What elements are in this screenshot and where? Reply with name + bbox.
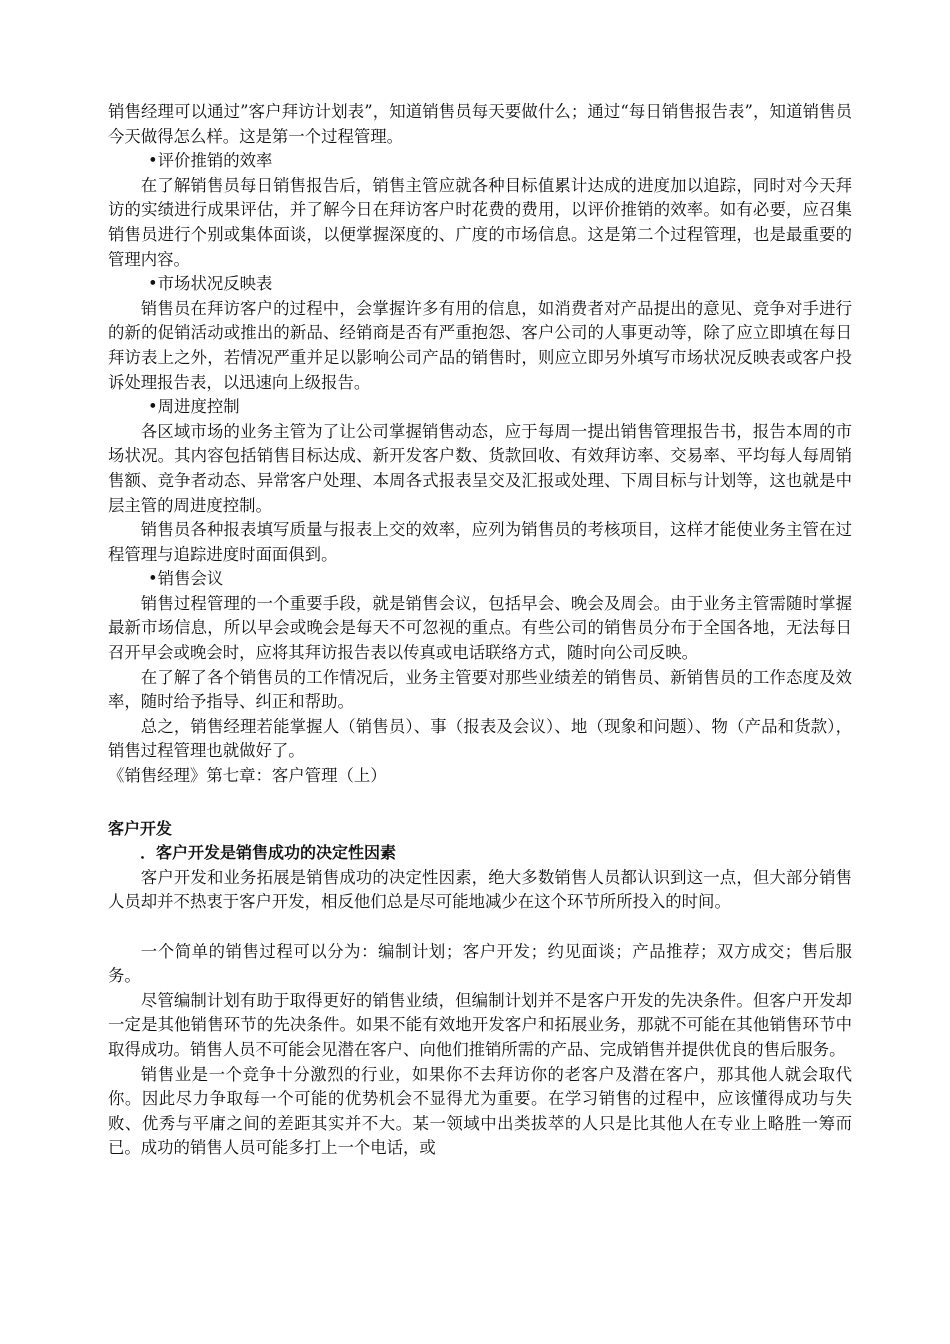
paragraph-report-quality: 销售员各种报表填写质量与报表上交的效率，应列为销售员的考核项目，这样才能使业务主管在过程管理与追踪进度时面面俱到。 bbox=[108, 520, 852, 564]
paragraph-planning: 尽管编制计划有助于取得更好的销售业绩，但编制计划并不是客户开发的先决条件。但客户开发却一定是其他销售环节的先决条件。如果不能有效地开发客户和拓展业务，那就不可能在其他销售环节中取得成功。销售人员不可能会见潜在客户、向他们推销所需的产品、完成销售并提供优良的售后服务。 bbox=[108, 990, 852, 1059]
blank-line bbox=[108, 915, 852, 940]
paragraph-evaluate-efficiency: 在了解销售员每日销售报告后，销售主管应就各种目标值累计达成的进度加以追踪，同时对今天拜访的实绩进行成果评估，并了解今日在拜访客户时花费的费用，以评价推销的效率。如有必要，应召集销售员进行个别或集体面谈，以便掌握深度的、广度的市场信息。这是第二个过程管理，也是最重要的管理内容。 bbox=[108, 175, 852, 269]
paragraph-process-management-one: 销售经理可以通过”客户拜访计划表”，知道销售员每天要做什么；通过“每日销售报告表”，知道销售员今天做得怎么样。这是第一个过程管理。 bbox=[108, 102, 852, 146]
document-body bbox=[108, 100, 852, 1161]
paragraph-sales-process: 一个简单的销售过程可以分为：编制计划；客户开发；约见面谈；产品推荐；双方成交；售后服务。 bbox=[108, 941, 852, 986]
subsection-heading: ．客户开发是销售成功的决定性因素 bbox=[140, 843, 397, 863]
bullet-evaluate-efficiency: •评价推销的效率 bbox=[148, 151, 273, 171]
paragraph-competition: 销售业是一个竞争十分激烈的行业，如果你不去拜访你的老客户及潜在客户，那其他人就会取代你。因此尽力争取每一个可能的优势机会不显得尤为重要。在学习销售的过程中，应该懂得成功与失败、优秀与平庸之间的差距其实并不大。某一领域中出类拔萃的人只是比其他人在专业上略胜一筹而已。成功的销售人员可能多打上一个电话，或 bbox=[108, 1064, 852, 1158]
paragraph-customer-development: 客户开发和业务拓展是销售成功的决定性因素，绝大多数销售人员都认识到这一点，但大部分销售人员却并不热衷于客户开发，相反他们总是尽可能地减少在这个环节所所投入的时间。 bbox=[108, 867, 852, 912]
paragraph-sales-meeting: 销售过程管理的一个重要手段，就是销售会议，包括早会、晚会及周会。由于业务主管需随时掌握最新市场信息，所以早会或晚会是每天不可忽视的重点。有些公司的销售员分布于全国各地，无法每日召开早会或晚会时，应将其拜访报告表以传真或电话联络方式，随时向公司反映。 bbox=[108, 593, 852, 663]
paragraph-guidance: 在了解了各个销售员的工作情况后，业务主管要对那些业绩差的销售员、新销售员的工作态度及效率，随时给予指导、纠正和帮助。 bbox=[108, 667, 852, 712]
bullet-market-report: •市场状况反映表 bbox=[148, 274, 273, 294]
bullet-weekly-control: •周进度控制 bbox=[148, 397, 240, 417]
blank-line bbox=[108, 789, 852, 817]
paragraph-weekly-control: 各区域市场的业务主管为了让公司掌握销售动态，应于每周一提出销售管理报告书，报告本周的市场状况。其内容包括销售目标达成、新开发客户数、货款回收、有效拜访率、交易率、平均每人每周销售额、竞争者动态、异常客户处理、本周各式报表呈交及汇报或处理、下周目标与计划等，这也就是中层主管的周进度控制。 bbox=[108, 421, 852, 515]
section-heading: 客户开发 bbox=[108, 818, 173, 838]
paragraph-summary: 总之，销售经理若能掌握人（销售员）、事（报表及会议）、地（现象和问题）、物（产品和货款），销售过程管理也就做好了。 bbox=[108, 716, 852, 761]
chapter-title: 《销售经理》第七章：客户管理（上） bbox=[108, 766, 387, 786]
paragraph-market-report: 销售员在拜访客户的过程中，会掌握许多有用的信息，如消费者对产品提出的意见、竞争对手进行的新的促销活动或推出的新品、经销商是否有严重抱怨、客户公司的人事更动等，除了应立即填在每日拜访表上之外，若情况严重并足以影响公司产品的销售时，则应立即另外填写市场状况反映表或客户投诉处理报告表，以迅速向上级报告。 bbox=[108, 298, 852, 392]
bullet-sales-meeting: •销售会议 bbox=[148, 569, 224, 589]
